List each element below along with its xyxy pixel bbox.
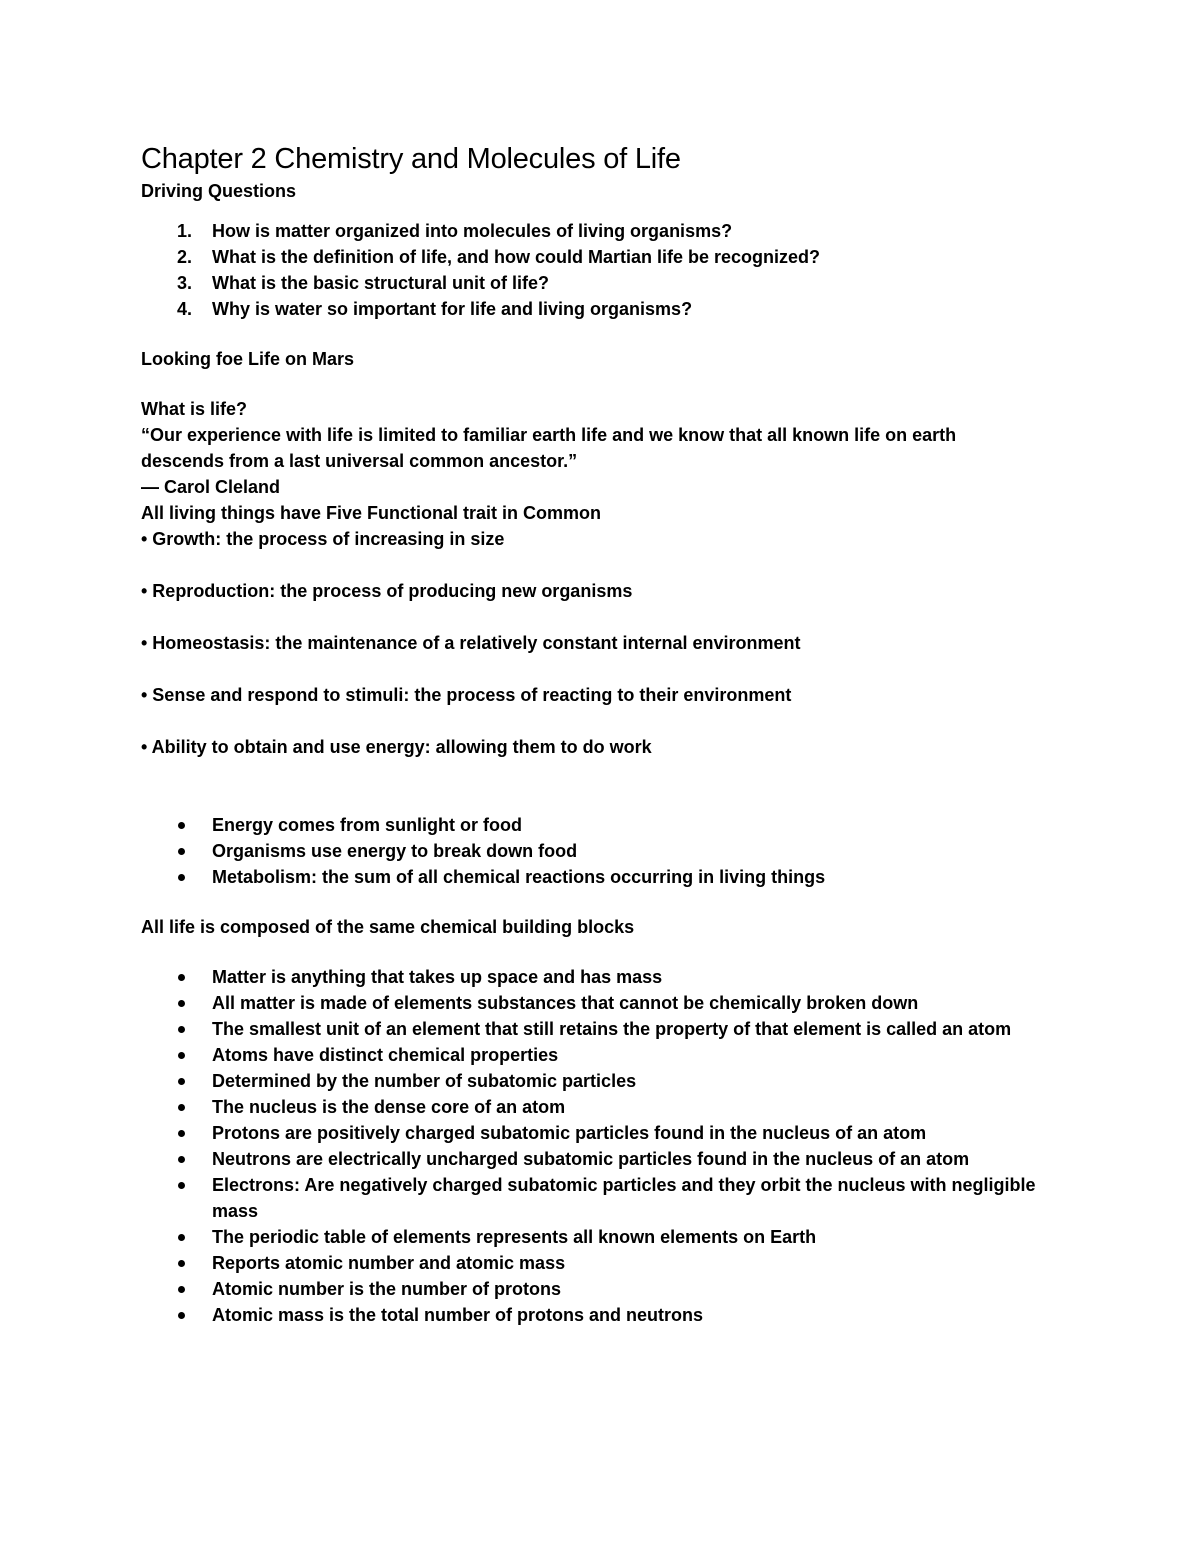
quote-line: descends from a last universal common ancestor.” xyxy=(141,451,578,471)
traits-intro: All living things have Five Functional trait in Common xyxy=(141,503,602,523)
trait-reproduction: • Reproduction: the process of producing new organisms xyxy=(141,581,633,601)
list-item-text: The smallest unit of an element that still retains the property of that element is called an atom xyxy=(212,1019,1012,1039)
spacer xyxy=(141,322,1061,346)
list-item-text: The nucleus is the dense core of an atom xyxy=(212,1097,566,1117)
list-item-text: Energy comes from sunlight or food xyxy=(212,815,523,835)
bullet-icon xyxy=(178,1260,185,1267)
list-item-text: All matter is made of elements substances that cannot be chemically broken down xyxy=(212,993,919,1013)
bullet-icon xyxy=(178,974,185,981)
bullet-icon xyxy=(178,1130,185,1137)
spacer xyxy=(141,372,1061,396)
bullet-icon xyxy=(178,1104,185,1111)
bullet-icon xyxy=(178,1052,185,1059)
list-item-text: The periodic table of elements represents all known elements on Earth xyxy=(212,1227,817,1247)
list-item-text: Why is water so important for life and living organisms? xyxy=(212,299,693,319)
list-item xyxy=(141,1250,1061,1276)
quote-line: “Our experience with life is limited to familiar earth life and we know that all known life on earth xyxy=(141,425,957,445)
list-number: 3. xyxy=(177,273,193,293)
list-item-text: Determined by the number of subatomic particles xyxy=(212,1071,637,1091)
spacer xyxy=(141,786,1061,812)
list-item xyxy=(141,1172,1061,1224)
list-item-text: Atomic mass is the total number of protons and neutrons xyxy=(212,1305,704,1325)
section-heading-mars: Looking foe Life on Mars xyxy=(141,349,355,369)
list-item-text: Neutrons are electrically uncharged subatomic particles found in the nucleus of an atom xyxy=(212,1149,970,1169)
bullet-icon xyxy=(178,1182,185,1189)
document-page xyxy=(141,140,1061,1328)
list-item-text: How is matter organized into molecules of living organisms? xyxy=(212,221,733,241)
list-item xyxy=(141,1068,1061,1094)
spacer xyxy=(141,940,1061,964)
spacer xyxy=(141,604,1061,630)
building-blocks-bullet-list xyxy=(141,964,1061,1328)
spacer xyxy=(141,204,1061,218)
list-item xyxy=(141,1042,1061,1068)
list-item-text: Metabolism: the sum of all chemical reactions occurring in living things xyxy=(212,867,826,887)
bullet-icon xyxy=(178,1026,185,1033)
trait-stimuli: • Sense and respond to stimuli: the process of reacting to their environment xyxy=(141,685,792,705)
quote-author: — Carol Cleland xyxy=(141,477,281,497)
list-item xyxy=(141,1146,1061,1172)
bullet-icon xyxy=(178,1078,185,1085)
bullet-icon xyxy=(178,822,185,829)
bullet-icon xyxy=(178,874,185,881)
building-blocks-heading: All life is composed of the same chemical building blocks xyxy=(141,917,635,937)
bullet-icon xyxy=(178,1000,185,1007)
spacer xyxy=(141,552,1061,578)
list-number: 1. xyxy=(177,221,193,241)
list-item-text: Reports atomic number and atomic mass xyxy=(212,1253,566,1273)
driving-questions-heading: Driving Questions xyxy=(141,181,297,201)
trait-energy: • Ability to obtain and use energy: allowing them to do work xyxy=(141,737,652,757)
list-item xyxy=(141,1094,1061,1120)
page-title: Chapter 2 Chemistry and Molecules of Life xyxy=(141,143,681,175)
list-item xyxy=(141,1224,1061,1250)
bullet-icon xyxy=(178,1312,185,1319)
list-number: 2. xyxy=(177,247,193,267)
list-item-text: Atomic number is the number of protons xyxy=(212,1279,562,1299)
list-item xyxy=(141,1016,1061,1042)
spacer xyxy=(141,656,1061,682)
list-item xyxy=(141,270,1061,296)
spacer xyxy=(141,708,1061,734)
list-item xyxy=(141,1302,1061,1328)
bullet-icon xyxy=(178,1286,185,1293)
bullet-icon xyxy=(178,848,185,855)
list-number: 4. xyxy=(177,299,193,319)
list-item-text: What is the basic structural unit of life? xyxy=(212,273,550,293)
driving-questions-list xyxy=(141,218,1061,322)
list-item-text: Matter is anything that takes up space and has mass xyxy=(212,967,663,987)
list-item xyxy=(141,244,1061,270)
list-item xyxy=(141,812,1061,838)
list-item-text: Organisms use energy to break down food xyxy=(212,841,578,861)
list-item xyxy=(141,296,1061,322)
list-item xyxy=(141,990,1061,1016)
list-item-text: Atoms have distinct chemical properties xyxy=(212,1045,559,1065)
list-item-text: What is the definition of life, and how could Martian life be recognized? xyxy=(212,247,821,267)
list-item xyxy=(141,218,1061,244)
list-item xyxy=(141,1120,1061,1146)
trait-growth: • Growth: the process of increasing in size xyxy=(141,529,505,549)
bullet-icon xyxy=(178,1156,185,1163)
spacer xyxy=(141,890,1061,914)
what-is-life-heading: What is life? xyxy=(141,399,248,419)
spacer xyxy=(141,760,1061,786)
list-item-text: Electrons: Are negatively charged subatomic particles and they orbit the nucleus with negligible mass xyxy=(212,1175,1036,1221)
list-item xyxy=(141,964,1061,990)
list-item xyxy=(141,864,1061,890)
trait-homeostasis: • Homeostasis: the maintenance of a relatively constant internal environment xyxy=(141,633,801,653)
list-item xyxy=(141,1276,1061,1302)
energy-bullet-list xyxy=(141,812,1061,890)
list-item-text: Protons are positively charged subatomic particles found in the nucleus of an atom xyxy=(212,1123,927,1143)
list-item xyxy=(141,838,1061,864)
bullet-icon xyxy=(178,1234,185,1241)
